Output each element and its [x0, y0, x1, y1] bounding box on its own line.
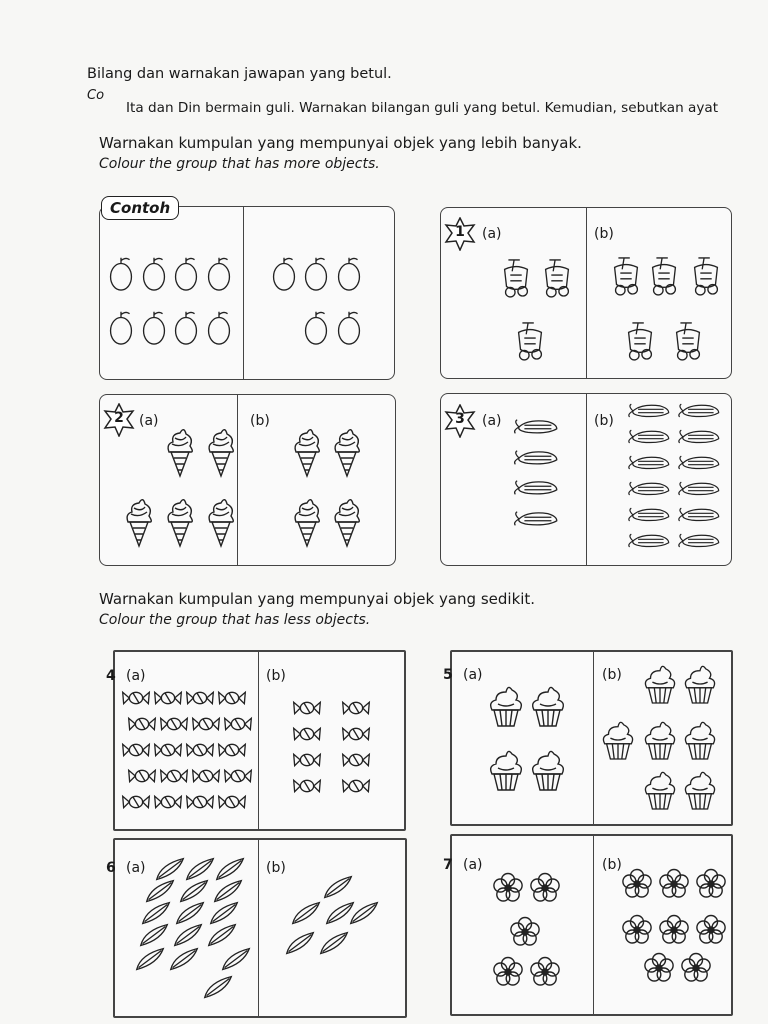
question-7-box: [450, 834, 733, 1016]
example-tag: Contoh: [101, 196, 179, 220]
q5-label-a: (a): [463, 667, 483, 683]
question-4-number: 4: [106, 668, 116, 684]
question-6-number: 6: [106, 860, 116, 876]
divider: [593, 652, 594, 824]
divider: [593, 836, 594, 1014]
q2-label-a: (a): [139, 413, 159, 429]
example-box: [99, 206, 395, 380]
q3-label-b: (b): [594, 413, 614, 429]
divider: [586, 394, 587, 565]
q6-label-b: (b): [266, 860, 286, 876]
q7-label-a: (a): [463, 857, 483, 873]
question-2-badge: [102, 403, 136, 437]
q5-label-b: (b): [602, 667, 622, 683]
question-6-box: [113, 838, 407, 1018]
divider: [586, 208, 587, 378]
q4-label-b: (b): [266, 668, 286, 684]
question-3-number: 3: [455, 411, 465, 427]
question-5-number: 5: [443, 667, 453, 683]
instruction-heading: Bilang dan warnakan jawapan yang betul.: [87, 66, 392, 82]
q7-label-b: (b): [602, 857, 622, 873]
question-1-number: 1: [455, 224, 465, 240]
divider: [258, 652, 259, 829]
question-4-box: [113, 650, 406, 831]
q2-label-b: (b): [250, 413, 270, 429]
divider: [237, 395, 238, 565]
question-2-number: 2: [114, 410, 124, 426]
question-5-box: [450, 650, 733, 826]
q4-label-a: (a): [126, 668, 146, 684]
section2-title-ms: Warnakan kumpulan yang mempunyai objek yang sedikit.: [99, 590, 536, 608]
question-1-badge: [443, 217, 477, 251]
instruction-subline: Ita dan Din bermain guli. Warnakan bilangan guli yang betul. Kemudian, sebutkan ayat: [126, 100, 719, 116]
section1-title-en: Colour the group that has more objects.: [99, 156, 380, 172]
q3-label-a: (a): [482, 413, 502, 429]
divider: [243, 207, 244, 379]
q1-label-b: (b): [594, 226, 614, 242]
section2-title-en: Colour the group that has less objects.: [99, 612, 371, 628]
divider: [258, 840, 259, 1016]
section1-title-ms: Warnakan kumpulan yang mempunyai objek yang lebih banyak.: [99, 134, 582, 152]
cut-off-prefix: Co: [87, 88, 105, 103]
question-7-number: 7: [443, 857, 453, 873]
q1-label-a: (a): [482, 226, 502, 242]
q6-label-a: (a): [126, 860, 146, 876]
question-3-badge: [443, 404, 477, 438]
